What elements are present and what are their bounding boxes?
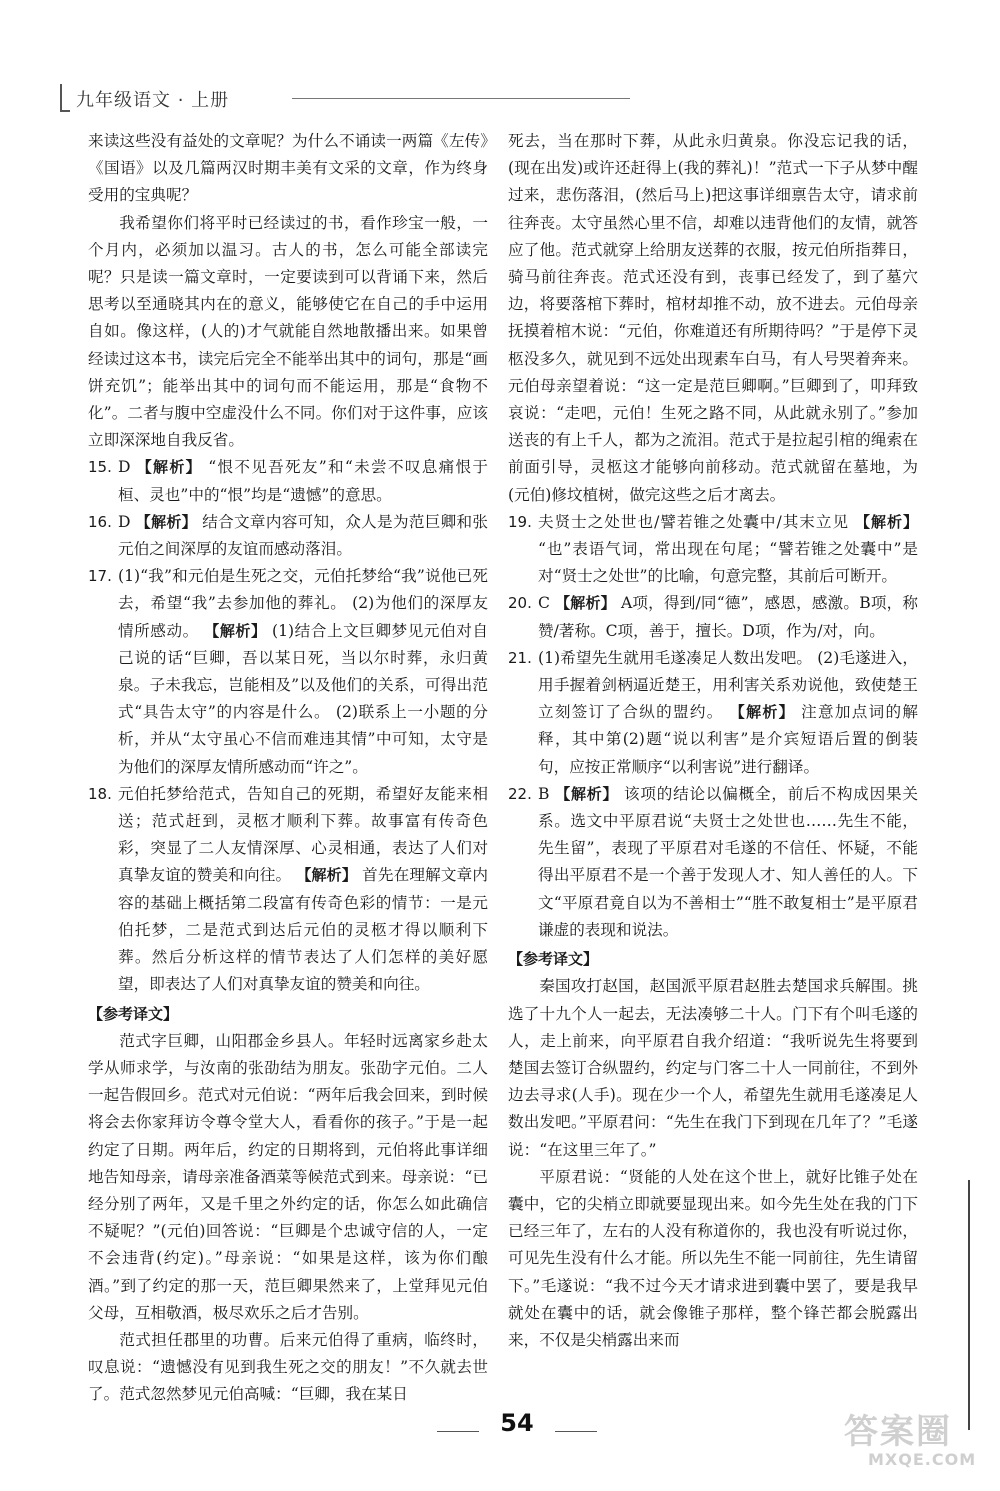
item-answer: D [118,458,131,477]
reference-translation-title: 【参考译文】 [508,950,599,969]
reference-translation-title: 【参考译文】 [88,1004,179,1023]
answer-item-22 [508,781,918,944]
item-number: 21. [508,648,532,667]
item-analysis: “恨不见吾死友”和“未尝不叹息痛恨于桓、灵也”中的“恨”均是“遗憾”的意思。 [118,458,488,504]
analysis-tag: 【解析】 [136,458,202,477]
item-analysis: 结合文章内容可知，众人是为范巨卿和张元伯之间深厚的友谊而感动落泪。 [118,512,488,559]
item-answer: B [538,784,550,803]
translation-paragraph: 范式字巨卿，山阳郡金乡县人。年轻时远离家乡赴太学从师求学，与汝南的张劭结为朋友。张劭字元伯。二人一起告假回乡。范式对元伯说：“两年后我会回来，到时候将会去你家拜访令尊令堂大人，看看你的孩子。”于是一起约定了日期。两年后，约定的日期将到，元伯将此事详细地告知母亲，请母亲准备酒菜等候范式到来。母亲说：“已经分别了两年，又是千里之外约定的话，你怎么如此确信不疑呢？”(元伯)回答说：“巨卿是个忠诚守信的人，一定不会违背(约定)。”母亲说：“如果是这样，该为你们酿酒。”到了约定的那一天，范巨卿果然来了，上堂拜见元伯父母，互相敬酒，极尽欢乐之后才告别。 [88,1031,488,1322]
page-number-rule [555,1431,597,1432]
analysis-tag: 【解析】 [204,621,267,640]
item-answer: C [538,594,550,613]
analysis-tag: 【解析】 [555,594,616,613]
item-analysis: 该项的结论以偏概全，前后不构成因果关系。选文中平原君说“夫贤士之处世也……先生不能，先生留”，表现了平原君对毛遂的不信任、怀疑，不能得出平原君不是一个善于发现人才、知人善任的人。下文“平原君竟自以为不善相士”“胜不敢复相士”是平原君谦虚的表现和说法。 [538,784,918,939]
translation-paragraph: 秦国攻打赵国，赵国派平原君赵胜去楚国求兵解围。挑选了十九个人一起去，无法凑够二十人。门下有个叫毛遂的人，走上前来，向平原君自我介绍道：“我听说先生将要到楚国去签订合纵盟约，约定与门客二十人一同前往，不到外边去寻求(人手)。现在少一个人，希望先生就用毛遂凑足人数出发吧。”平原君问：“先生在我门下到现在几年了？”毛遂说：“在这里三年了。” [508,977,918,1159]
item-number: 15. [88,458,112,477]
analysis-tag: 【解析】 [555,784,619,803]
item-analysis: 注意加点词的解释，其中第(2)题“说以利害”是介宾短语后置的倒装句，应按正常顺序“以利害说”进行翻译。 [538,703,918,776]
answer-item-16 [88,509,488,563]
item-answer: D [118,512,131,531]
answer-item-20 [508,590,918,644]
header-rule [292,98,630,99]
item-number: 16. [88,512,112,531]
answer-item-15 [88,454,488,508]
paragraph: 我希望你们将平时已经读过的书，看作珍宝一般，一个月内，必须加以温习。古人的书，怎么可能全部读完呢？只是读一篇文章时，一定要读到可以背诵下来，然后思考以至通晓其内在的意义，能够使它在自己的手中运用自如。像这样，(人的)才气就能自然地散播出来。如果曾经读过这本书，读完后完全不能举出其中的词句，那是“画饼充饥”；能举出其中的词句而不能运用，那是“食物不化”。二者与腹中空虚没什么不同。你们对于这件事，应该立即深深地自我反省。 [88,213,488,450]
item-number: 18. [88,784,112,803]
item-answer: (1)希望先生就用毛遂凑足人数出发吧。 (2)毛遂进入，用手握着剑柄逼近楚王，用利害关系劝说他，致使楚王立刻签订了合纵的盟约。 [538,648,918,722]
translation-paragraph: 范式担任郡里的功曹。后来元伯得了重病，临终时，叹息说：“遗憾没有见到我生死之交的朋友！”不久就去世了。范式忽然梦见元伯高喊：“巨卿，我在某日 [88,1330,488,1404]
item-answer: 元伯托梦给范式，告知自己的死期，希望好友能来相送；范式赶到，灵柩才顺利下葬。故事富有传奇色彩，突显了二人友情深厚、心灵相通，表达了人们对真挚友谊的赞美和向往。 [118,784,488,885]
analysis-tag: 【解析】 [135,512,197,531]
item-analysis: “也”表语气词，常出现在句尾；“譬若锥之处囊中”是对“贤士之处世”的比喻，句意完整，其前后可断开。 [538,540,918,586]
page-number-block [437,1409,597,1449]
answer-item-18 [88,781,488,999]
item-number: 17. [88,567,112,586]
item-analysis: A项，得到/同“德”，感恩，感激。B项，称赞/著称。C项，善于，擅长。D项，作为/对，向。 [538,594,918,640]
item-answer: 夫贤士之处世也/譬若锥之处囊中/其末立见 [538,512,850,531]
item-number: 19. [508,512,532,531]
item-analysis: (1)结合上文巨卿梦见元伯对自己说的话“巨卿，吾以某日死，当以尔时葬，永归黄泉。子未我忘，岂能相及”以及他们的关系，可得出范式“具告太守”的内容是什么。 (2)联系上一小题的分析，并从“太守虽心不信而难违其情”中可知，太守是为他们的深厚友情所感动而“许之”。 [118,621,488,776]
page-number: 54 [500,1409,534,1437]
item-number: 22. [508,784,532,803]
item-answer: (1)“我”和元伯是生死之交，元伯托梦给“我”说他已死去，希望“我”去参加他的葬礼。 (2)为他们的深厚友情所感动。 [118,567,488,640]
page-header [60,82,630,112]
translation-continuation: 死去，当在那时下葬，从此永归黄泉。你没忘记我的话，(现在出发)或许还赶得上(我的葬礼)！”范式一下子从梦中醒过来，悲伤落泪，(然后马上)把这事详细禀告太守，请求前往奔丧。太守虽然心里不信，却难以违背他们的友情，就答应了他。范式就穿上给朋友送葬的衣服，按元伯所指葬日，骑马前往奔丧。范式还没有到，丧事已经发了，到了墓穴边，将要落棺下葬时，棺材却推不动，放不进去。元伯母亲抚摸着棺木说：“元伯，你难道还有所期待吗？”于是停下灵柩没多久，就见到不远处出现素车白马，有人号哭着奔来。元伯母亲望着说：“这一定是范巨卿啊。”巨卿到了，叩拜致哀说：“走吧，元伯！生死之路不同，从此就永别了。”参加送丧的有上千人，都为之流泪。范式于是拉起引棺的绳索在前面引导，灵柩这才能够向前移动。范式就留在墓地，为(元伯)修坟植树，做完这些之后才离去。 [508,132,918,504]
translation-paragraph: 平原君说：“贤能的人处在这个世上，就好比锥子处在囊中，它的尖梢立即就要显现出来。如今先生处在我的门下已经三年了，左右的人没有称道你的，我也没有听说过你，可见先生没有什么才能。所以先生不能一同前往，先生请留下。”毛遂说：“我不过今天才请求进到囊中罢了，要是我早就处在囊中的话，就会像锥子那样，整个锋芒都会脱露出来，不仅是尖梢露出来而 [508,1167,918,1349]
analysis-tag: 【解析】 [729,703,795,722]
right-column [508,128,918,1354]
header-title: 九年级语文 · 上册 [76,90,230,111]
answer-item-21 [508,645,918,781]
answer-item-17 [88,563,488,781]
analysis-tag: 【解析】 [296,866,357,885]
left-column [88,128,488,1409]
analysis-tag: 【解析】 [855,512,918,531]
margin-line [968,1180,970,1430]
item-number: 20. [508,594,532,613]
watermark-site-text: MXQE.COM [868,1450,977,1469]
watermark-logo [838,1404,988,1474]
intro-text: 来读这些没有益处的文章呢？为什么不诵读一两篇《左传》《国语》以及几篇两汉时期丰美有文采的文章，作为终身受用的宝典呢？ [88,132,488,205]
item-analysis: 首先在理解文章内容的基础上概括第二段富有传奇色彩的情节：一是元伯托梦，二是范式到达后元伯的灵柩才得以顺利下葬。然后分析这样的情节表达了人们怎样的美好愿望，即表达了人们对真挚友谊的赞美和向往。 [118,866,488,994]
header-bracket [60,84,70,112]
watermark-logo-text: 答案圈 [844,1412,952,1452]
answer-item-19 [508,509,918,591]
